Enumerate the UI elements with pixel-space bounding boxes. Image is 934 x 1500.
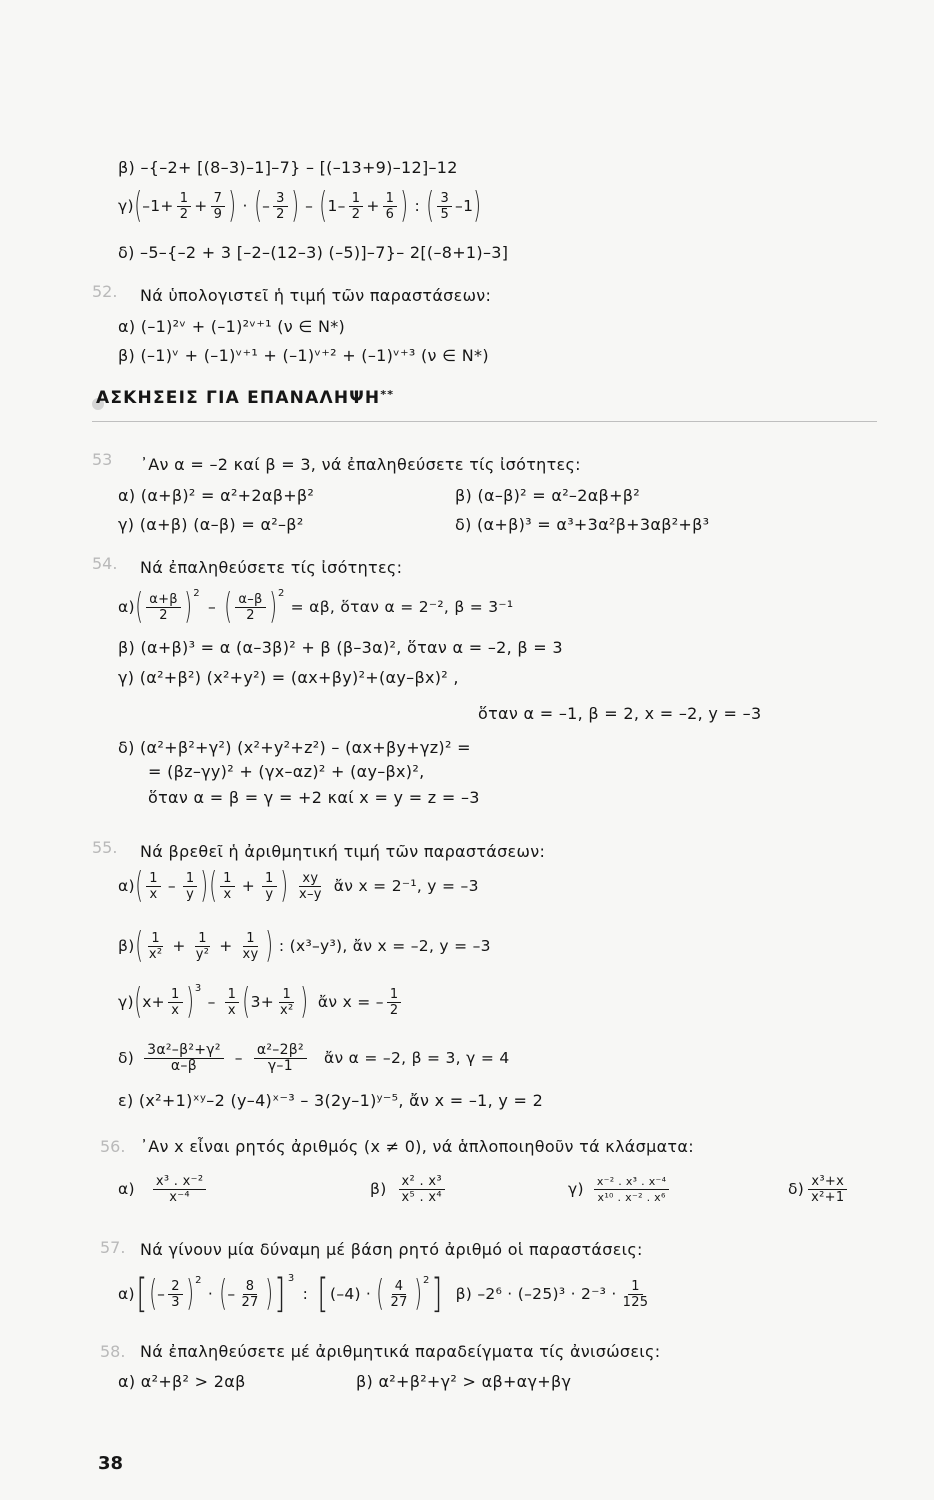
exercise-number: 55. (92, 838, 118, 857)
ex57-prompt: Νά γίνουν μία δύναμη μέ βάση ρητό ἀριθμό οἱ παραστάσεις: (140, 1240, 643, 1259)
fraction: $\frac{1}{\text{y²}}$ (195, 930, 210, 962)
op: : (302, 1285, 309, 1303)
bracket: [ (317, 1271, 329, 1317)
ex53-c: γ) (α+β) (α–β) = α²–β² (118, 515, 304, 534)
ex54-b: β) (α+β)³ = α (α–3β)² + β (β–3α)², ὅταν α = –2, β = 3 (118, 638, 563, 657)
fraction: $\frac{3}{5}$ (437, 191, 452, 222)
ex54-d: δ) (α²+β²+γ²) (x²+y²+z²) – (αx+βy+γz)² = (118, 738, 471, 757)
paren: ( (242, 981, 251, 1022)
paren: ) (413, 1273, 422, 1314)
bracket: ] (274, 1271, 286, 1317)
item-label: β) (118, 937, 135, 955)
ex58-b: β) α²+β²+γ² > αβ+αγ+βγ (356, 1372, 572, 1391)
fraction: $\frac{\text{α²–2β²}}{\gamma-1}$ (254, 1043, 307, 1074)
op: + (241, 877, 256, 895)
fraction: $\frac{1}{2}$ (349, 191, 364, 222)
ex56-b (370, 1168, 448, 1210)
ex54-d-line2: = (βz–γy)² + (γx–αz)² + (αy–βx)², (148, 762, 425, 781)
ex56-a (118, 1168, 209, 1210)
term: –1 (455, 197, 474, 215)
fraction: $\frac{4}{27}$ (390, 1278, 408, 1310)
condition: ἄν α = –2, β = 3, γ = 4 (323, 1049, 510, 1067)
item-label: α) (118, 1285, 135, 1303)
term: 1– (327, 197, 346, 215)
op: + (172, 937, 186, 955)
ex58-a: α) α²+β² > 2αβ (118, 1372, 246, 1391)
condition: ἄν x = – (317, 993, 384, 1011)
paren: ( (219, 1273, 228, 1314)
fraction: $\frac{2}{3}$ (168, 1279, 183, 1310)
fraction: $\frac{1}{6}$ (383, 191, 398, 222)
item-label: δ) (118, 1049, 135, 1067)
fraction: $\frac{\text{x⁻² . x³ . x⁻⁴}}{\text{x¹⁰ . x⁻² . x⁶}}$ (594, 1174, 670, 1205)
fraction: $\frac{1}{y}$ (183, 871, 198, 902)
exponent: 3 (194, 982, 202, 994)
paren: ( (135, 865, 144, 906)
paren: ( (209, 865, 217, 906)
item-label: α) (118, 1180, 135, 1198)
paren: ) (200, 865, 209, 906)
exponent: 2 (193, 587, 200, 599)
paren: ( (319, 185, 328, 226)
exercise-number: 54. (92, 554, 118, 573)
fraction: $\frac{\alpha-\beta}{2}$ (235, 592, 265, 623)
exercise-number: 58. (100, 1342, 126, 1361)
item-label: α) (118, 598, 135, 616)
ex56-d (788, 1168, 850, 1210)
exercise-number: 53 (92, 450, 113, 469)
ex53-b: β) (α–β)² = α²–2αβ+β² (455, 486, 641, 505)
fraction: $\frac{\text{3α²–β²+γ²}}{\alpha-\beta}$ (144, 1043, 224, 1074)
paren: ) (184, 586, 193, 627)
fraction: $\frac{8}{27}$ (241, 1278, 259, 1310)
paren: ) (290, 185, 299, 226)
fraction: $\frac{1}{x}$ (225, 987, 240, 1018)
paren: ( (134, 981, 142, 1022)
fraction: $\frac{3}{2}$ (273, 191, 288, 222)
ex56-prompt: ᾿Αν x εἶναι ρητός ἀριθμός (x ≠ 0), νά ἁπλοποιηθοῦν τά κλάσματα: (140, 1137, 694, 1156)
fraction: $\frac{\text{x² . x³}}{\text{x⁵ . x⁴}}$ (399, 1174, 445, 1205)
exponent: 3 (287, 1272, 295, 1284)
paren: ) (400, 185, 409, 226)
ex55-e: ε) (x²+1)ˣʸ–2 (y–4)ˣ⁻³ – 3(2y–1)ʸ⁻⁵, ἄν x = –1, y = 2 (118, 1091, 544, 1110)
exercise-number: 57. (100, 1238, 126, 1257)
paren: ( (376, 1273, 385, 1314)
op: – (262, 197, 271, 215)
op: · (365, 1285, 372, 1303)
ex55-prompt: Νά βρεθεῖ ἡ ἀριθμητική τιμή τῶν παραστάσεων: (140, 842, 546, 861)
section-rule (92, 421, 877, 422)
paren: ) (299, 981, 308, 1022)
op: + (219, 937, 233, 955)
ex56-c (568, 1168, 672, 1210)
paren: ( (134, 185, 142, 226)
term: 3+ (250, 993, 275, 1011)
fraction: $\frac{1}{xy}$ (242, 930, 259, 962)
ex54-c-condition: ὅταν α = –1, β = 2, x = –2, y = –3 (478, 704, 762, 723)
op: + (366, 197, 380, 215)
item-label: γ) (118, 993, 134, 1011)
ex54-prompt: Νά ἐπαληθεύσετε τίς ἰσότητες: (140, 558, 403, 577)
ex58-prompt: Νά ἐπαληθεύσετε μέ ἀριθμητικά παραδείγματα τίς ἀνισώσεις: (140, 1342, 661, 1361)
op: – (227, 1285, 236, 1303)
condition: ἄν x = 2⁻¹, y = –3 (333, 877, 479, 895)
term: (–4) (330, 1285, 361, 1303)
paren: ) (473, 185, 482, 226)
ex52-b: β) (–1)ᵛ + (–1)ᵛ⁺¹ + (–1)ᵛ⁺² + (–1)ᵛ⁺³ (ν ∈ N*) (118, 346, 489, 365)
fraction: $\frac{1}{y}$ (262, 871, 277, 902)
section-heading: ΑΣΚΗΣΕΙΣ ΓΙΑ ΕΠΑΝΑΛΗΨΗ** (96, 388, 395, 408)
paren: ( (149, 1273, 157, 1314)
op: – (157, 1285, 166, 1303)
ex51-c-label: γ) (118, 197, 134, 215)
ex55-d (118, 1036, 510, 1080)
ex55-a (118, 864, 479, 908)
ex54-d-line3: ὅταν α = β = γ = +2 καί x = y = z = –3 (148, 788, 480, 807)
op: · (242, 197, 248, 215)
item-label: β) (370, 1180, 387, 1198)
paren: ( (224, 586, 233, 627)
paren: ) (279, 865, 288, 906)
ex53-d: δ) (α+β)³ = α³+3α²β+3αβ²+β³ (455, 515, 710, 534)
fraction: $\frac{7}{9}$ (211, 191, 226, 222)
ex54-a (118, 585, 513, 629)
fraction: $\frac{1}{x}$ (220, 871, 235, 902)
condition: : (x³–y³), ἄν x = –2, y = –3 (278, 937, 491, 955)
fraction: $\frac{1}{2}$ (177, 191, 192, 222)
ex51-d: δ) –5–{–2 + 3 [–2–(12–3) (–5)]–7}– 2[(–8+1)–3] (118, 243, 509, 262)
op: – (167, 877, 176, 895)
paren: ) (264, 1273, 273, 1314)
op: – (234, 1049, 243, 1067)
fraction: $\frac{1}{\text{x²}}$ (280, 986, 294, 1018)
fraction: $\frac{1}{125}$ (622, 1278, 649, 1310)
op: – (207, 993, 216, 1011)
paren: ( (253, 185, 262, 226)
fraction: $\frac{1}{x}$ (146, 871, 161, 902)
fraction: $\frac{\alpha+\beta}{2}$ (146, 592, 181, 623)
paren: ) (186, 1273, 194, 1314)
exponent: 2 (195, 1274, 202, 1286)
op: + (194, 197, 208, 215)
ex57-b: β) –2⁶ · (–25)³ · 2⁻³ · (455, 1285, 617, 1303)
term: x+ (142, 993, 165, 1011)
bracket: [ (136, 1271, 148, 1317)
ex54-c: γ) (α²+β²) (x²+y²) = (αx+βy)²+(αy–βx)² , (118, 668, 459, 687)
paren: ( (426, 185, 435, 226)
op: – (207, 598, 216, 616)
exercise-number: 56. (100, 1137, 126, 1156)
ex53-prompt: ᾿Αν α = –2 καί β = 3, νά ἐπαληθεύσετε τίς ἰσότητες: (140, 455, 581, 474)
item-label: δ) (788, 1180, 805, 1198)
exercise-number: 52. (92, 282, 118, 301)
fraction: $\frac{\text{x³+x}}{\text{x²+1}}$ (808, 1174, 847, 1205)
bracket: ] (431, 1271, 443, 1317)
item-label: γ) (568, 1180, 584, 1198)
item-label: α) (118, 877, 135, 895)
ex51-b: β) –{–2+ [(8–3)–1]–7} – [(–13+9)–12]–12 (118, 158, 458, 177)
fraction: $\frac{1}{x}$ (168, 987, 183, 1018)
paren: ( (134, 925, 143, 966)
ex57-a (118, 1270, 654, 1318)
paren: ( (135, 586, 144, 627)
ex55-b (118, 924, 491, 968)
paren: ) (264, 925, 273, 966)
term: –1+ (142, 197, 174, 215)
op: – (305, 197, 314, 215)
ex52-prompt: Νά ὑπολογιστεῖ ἡ τιμή τῶν παραστάσεων: (140, 286, 492, 305)
exponent: 2 (423, 1274, 430, 1286)
ex53-a: α) (α+β)² = α²+2αβ+β² (118, 486, 315, 505)
fraction: $\frac{\text{x³ . x⁻²}}{\text{x⁻⁴}}$ (153, 1174, 206, 1205)
exponent: 2 (278, 587, 285, 599)
fraction: $\frac{xy}{x-y}$ (298, 870, 322, 902)
page-number: 38 (98, 1453, 124, 1474)
ex51-c (118, 186, 482, 226)
ex55-c (118, 980, 404, 1024)
op: : (414, 197, 421, 215)
paren: ) (185, 981, 194, 1022)
fraction: $\frac{1}{2}$ (387, 987, 402, 1018)
equation-tail: = αβ, ὅταν α = 2⁻², β = 3⁻¹ (290, 598, 514, 616)
paren: ) (268, 586, 277, 627)
ex52-a: α) (–1)²ᵛ + (–1)²ᵛ⁺¹ (ν ∈ N*) (118, 317, 346, 336)
op: · (207, 1285, 214, 1303)
paren: ) (228, 185, 237, 226)
fraction: $\frac{1}{\text{x²}}$ (148, 930, 163, 962)
